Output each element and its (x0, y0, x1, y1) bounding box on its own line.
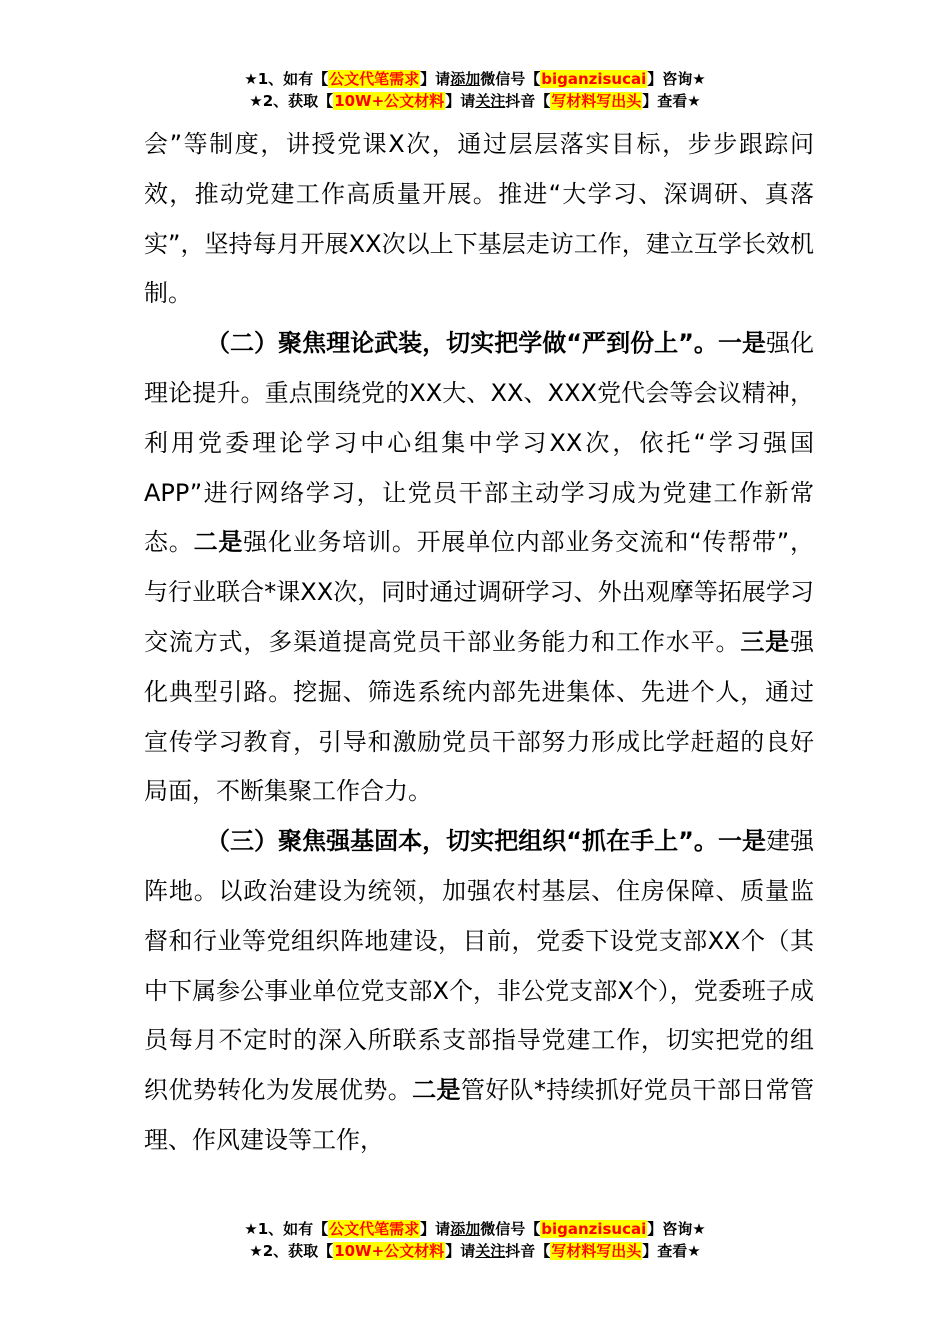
section-heading: （二）聚焦理论武装，切实把学做“严到份上”。一是 (206, 329, 766, 358)
banner-underline: 添加 (450, 70, 481, 88)
banner-line-1: ★1、如有【公文代笔需求】请添加微信号【biganzisucai】咨询★ (244, 1220, 706, 1238)
banner-highlight: 10W+公文材料 (334, 92, 445, 110)
banner-underline: 关注 (475, 1242, 506, 1260)
banner-highlight: 10W+公文材料 (334, 1242, 445, 1260)
paragraph-continued: 会”等制度，讲授党课X次，通过层层落实目标，步步跟踪问效，推动党建工作高质量开展。推进“大学习、深调研、真落实”，坚持每月开展XX次以上下基层走访工作，建立互学长效机制。 (144, 130, 814, 308)
document-body (144, 120, 814, 1166)
top-banner (0, 68, 950, 112)
section-heading: （三）聚焦强基固本，切实把组织“抓在手上”。一是 (206, 827, 766, 856)
point-marker: 三是 (740, 627, 791, 656)
banner-line-2: ★2、获取【10W+公文材料】请关注抖音【写材料写出头】查看★ (249, 92, 701, 110)
banner-highlight: 写材料写出头 (551, 92, 642, 110)
paragraph-section-2: （二）聚焦理论武装，切实把学做“严到份上”。一是强化理论提升。重点围绕党的XX大、XX、XXX党代会等会议精神，利用党委理论学习中心组集中学习XX次，依托“学习强国APP”进行网络学习，让党员干部主动学习成为党建工作新常态。二是强化业务培训。开展单位内部业务交流和“传帮带”，与行业联合*课XX次，同时通过调研学习、外出观摩等拓展学习交流方式，多渠道提高党员干部业务能力和工作水平。三是强化典型引路。挖掘、筛选系统内部先进集体、先进个人，通过宣传学习教育，引导和激励党员干部努力形成比学赶超的良好局面，不断集聚工作合力。 (144, 329, 815, 806)
banner-highlight: 公文代笔需求 (329, 70, 420, 88)
banner-underline: 添加 (450, 1220, 481, 1238)
point-marker: 二是 (412, 1076, 461, 1105)
banner-highlight: 公文代笔需求 (329, 1220, 420, 1238)
banner-underline: 关注 (475, 92, 506, 110)
point-marker: 二是 (193, 528, 244, 557)
bottom-banner (0, 1218, 950, 1262)
banner-highlight: 写材料写出头 (551, 1242, 642, 1260)
banner-highlight: biganzisucai (541, 1220, 647, 1238)
paragraph-section-3: （三）聚焦强基固本，切实把组织“抓在手上”。一是建强阵地。以政治建设为统领，加强农村基层、住房保障、质量监督和行业等党组织阵地建设，目前，党委下设党支部XX个（其中下属参公事业单位党支部X个，非公党支部X个），党委班子成员每月不定时的深入所联系支部指导党建工作，切实把党的组织优势转化为发展优势。二是管好队*持续抓好党员干部日常管理、作风建设等工作， (144, 827, 815, 1154)
banner-line-2: ★2、获取【10W+公文材料】请关注抖音【写材料写出头】查看★ (249, 1242, 701, 1260)
banner-line-1: ★1、如有【公文代笔需求】请添加微信号【biganzisucai】咨询★ (244, 70, 706, 88)
banner-highlight: biganzisucai (541, 70, 647, 88)
